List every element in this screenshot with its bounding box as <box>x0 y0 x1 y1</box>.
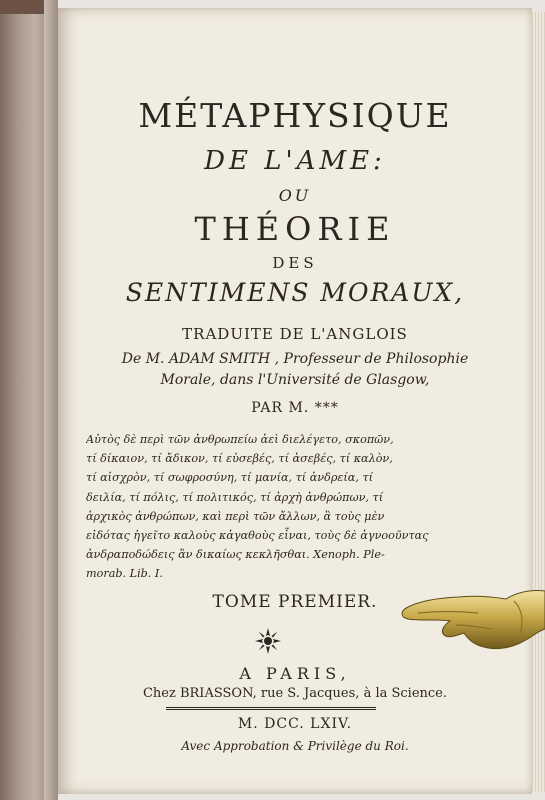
epigraph-line: Αὐτὸς δὲ περὶ τῶν ἀνθρωπείω ἀεὶ διελέγετο, σκοπῶν, <box>86 433 394 446</box>
translator-line: PAR M. *** <box>251 400 339 416</box>
title-line-ou: OU <box>278 186 312 205</box>
title-page <box>58 8 532 794</box>
epigraph-line: εἰδότας ἡγεῖτο καλοὺς κἀγαθοὺς εἶναι, τοὺς δὲ ἀγνοοῦντας <box>86 529 429 543</box>
title-line-metaphysique: MÉTAPHYSIQUE <box>138 96 452 135</box>
epigraph-line: morab. Lib. I. <box>86 567 163 581</box>
epigraph-line: τί δίκαιον, τί ἄδικον, τί εὐσεβές, τί ἀσεβές, τί καλὸν, <box>86 452 393 466</box>
epigraph-line: δειλία, τί πόλις, τί πολιτικός, τί ἀρχὴ ἀνθρώπων, τί <box>86 490 384 504</box>
cover-edge <box>44 0 58 800</box>
imprint-approbation: Avec Approbation & Privilège du Roi. <box>181 739 409 753</box>
imprint-city: A PARIS, <box>239 664 351 683</box>
title-line-des: DES <box>272 254 318 272</box>
imprint-rule <box>166 707 376 710</box>
printers-ornament-icon <box>253 626 283 656</box>
title-line-traduite: TRADUITE DE L'ANGLOIS <box>182 325 408 343</box>
book-spine-top <box>0 0 48 14</box>
epigraph-line: ἀνδραποδώδεις ἂν δικαίως κεκλῆσθαι. Xenoph. Ple- <box>86 548 385 562</box>
brass-hand-page-weight-icon <box>398 585 545 660</box>
imprint-date: M. DCC. LXIV. <box>237 716 353 732</box>
page-edges <box>530 12 545 792</box>
epigraph-line: ἀρχικὸς ἀνθρώπων, καὶ περὶ τῶν ἄλλων, ἃ τοὺς μὲν <box>86 509 385 523</box>
imprint-publisher: Chez BRIASSON, rue S. Jacques, à la Science. <box>142 686 448 701</box>
title-line-de-lame: DE L'AME: <box>204 146 386 176</box>
author-line-1: De M. ADAM SMITH , Professeur de Philosophie <box>121 351 469 367</box>
title-line-theorie: THÉORIE <box>194 210 396 248</box>
greek-epigraph <box>86 430 506 584</box>
title-line-sentimens-moraux: SENTIMENS MORAUX, <box>125 278 465 307</box>
tome-label: TOME PREMIER. <box>212 592 378 612</box>
epigraph-line: τί αἰσχρὸν, τί σωφροσύνη, τί μανία, τί ἀνδρεία, τί <box>86 471 374 485</box>
author-line-2: Morale, dans l'Université de Glasgow, <box>160 372 430 388</box>
